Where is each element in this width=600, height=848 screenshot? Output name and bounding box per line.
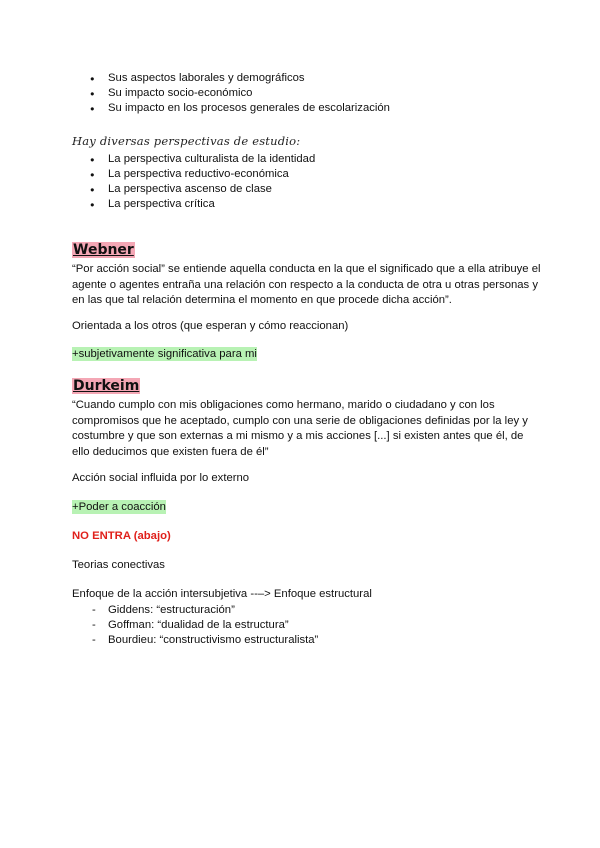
list-item: - Goffman: “dualidad de la estructura” <box>90 618 318 633</box>
webner-heading <box>72 242 135 258</box>
list-item: ● Sus aspectos laborales y demográficos <box>90 71 390 86</box>
list-item: - Bourdieu: “constructivismo estructuralista” <box>90 633 318 648</box>
durkeim-note: Acción social influida por lo externo <box>72 472 250 484</box>
aspects-list <box>90 71 390 116</box>
perspectives-list <box>90 152 315 212</box>
list-item: ● La perspectiva reductivo-económica <box>90 167 315 182</box>
durkeim-heading <box>72 378 140 394</box>
no-entra-label: NO ENTRA (abajo) <box>72 530 171 542</box>
list-item: ● La perspectiva ascenso de clase <box>90 182 315 197</box>
webner-note: Orientada a los otros (que esperan y cómo reaccionan) <box>72 320 349 332</box>
webner-quote: “Por acción social” se entiende aquella conducta en la que el significado que a ella atribuye el agente o agentes entraña una relación con respecto a la conducta de otra u otras personas y en las que tal relación determina el momento en que procede dicha acción”. <box>72 263 541 306</box>
list-item: ● Su impacto socio-económico <box>90 86 390 101</box>
webner-highlight: +subjetivamente significativa para mi <box>72 348 257 360</box>
durkeim-quote: “Cuando cumplo con mis obligaciones como hermano, marido o ciudadano y con los compromisos que he aceptado, cumplo con una serie de obligaciones definidas por la ley y costumbre y que son externas a mi mismo y a mis acciones [...] si existen antes que él, de ello deducimos que existen fuera de él” <box>72 399 528 458</box>
enfoque-line: Enfoque de la acción intersubjetiva --–> Enfoque estructural <box>72 588 372 600</box>
list-item: ● La perspectiva culturalista de la identidad <box>90 152 315 167</box>
list-item: - Giddens: “estructuración” <box>90 603 318 618</box>
durkeim-title: Durkeim <box>73 378 140 394</box>
teorias-label: Teorias conectivas <box>72 559 165 571</box>
durkeim-highlight: +Poder a coacción <box>72 501 166 513</box>
durkeim-highlight-line <box>72 501 166 513</box>
webner-highlight-line <box>72 348 257 360</box>
list-item: ● La perspectiva crítica <box>90 197 315 212</box>
webner-title: Webner <box>73 242 134 258</box>
list-item: ● Su impacto en los procesos generales de escolarización <box>90 101 390 116</box>
perspectives-heading: Hay diversas perspectivas de estudio: <box>72 134 301 148</box>
authors-list <box>90 603 318 648</box>
